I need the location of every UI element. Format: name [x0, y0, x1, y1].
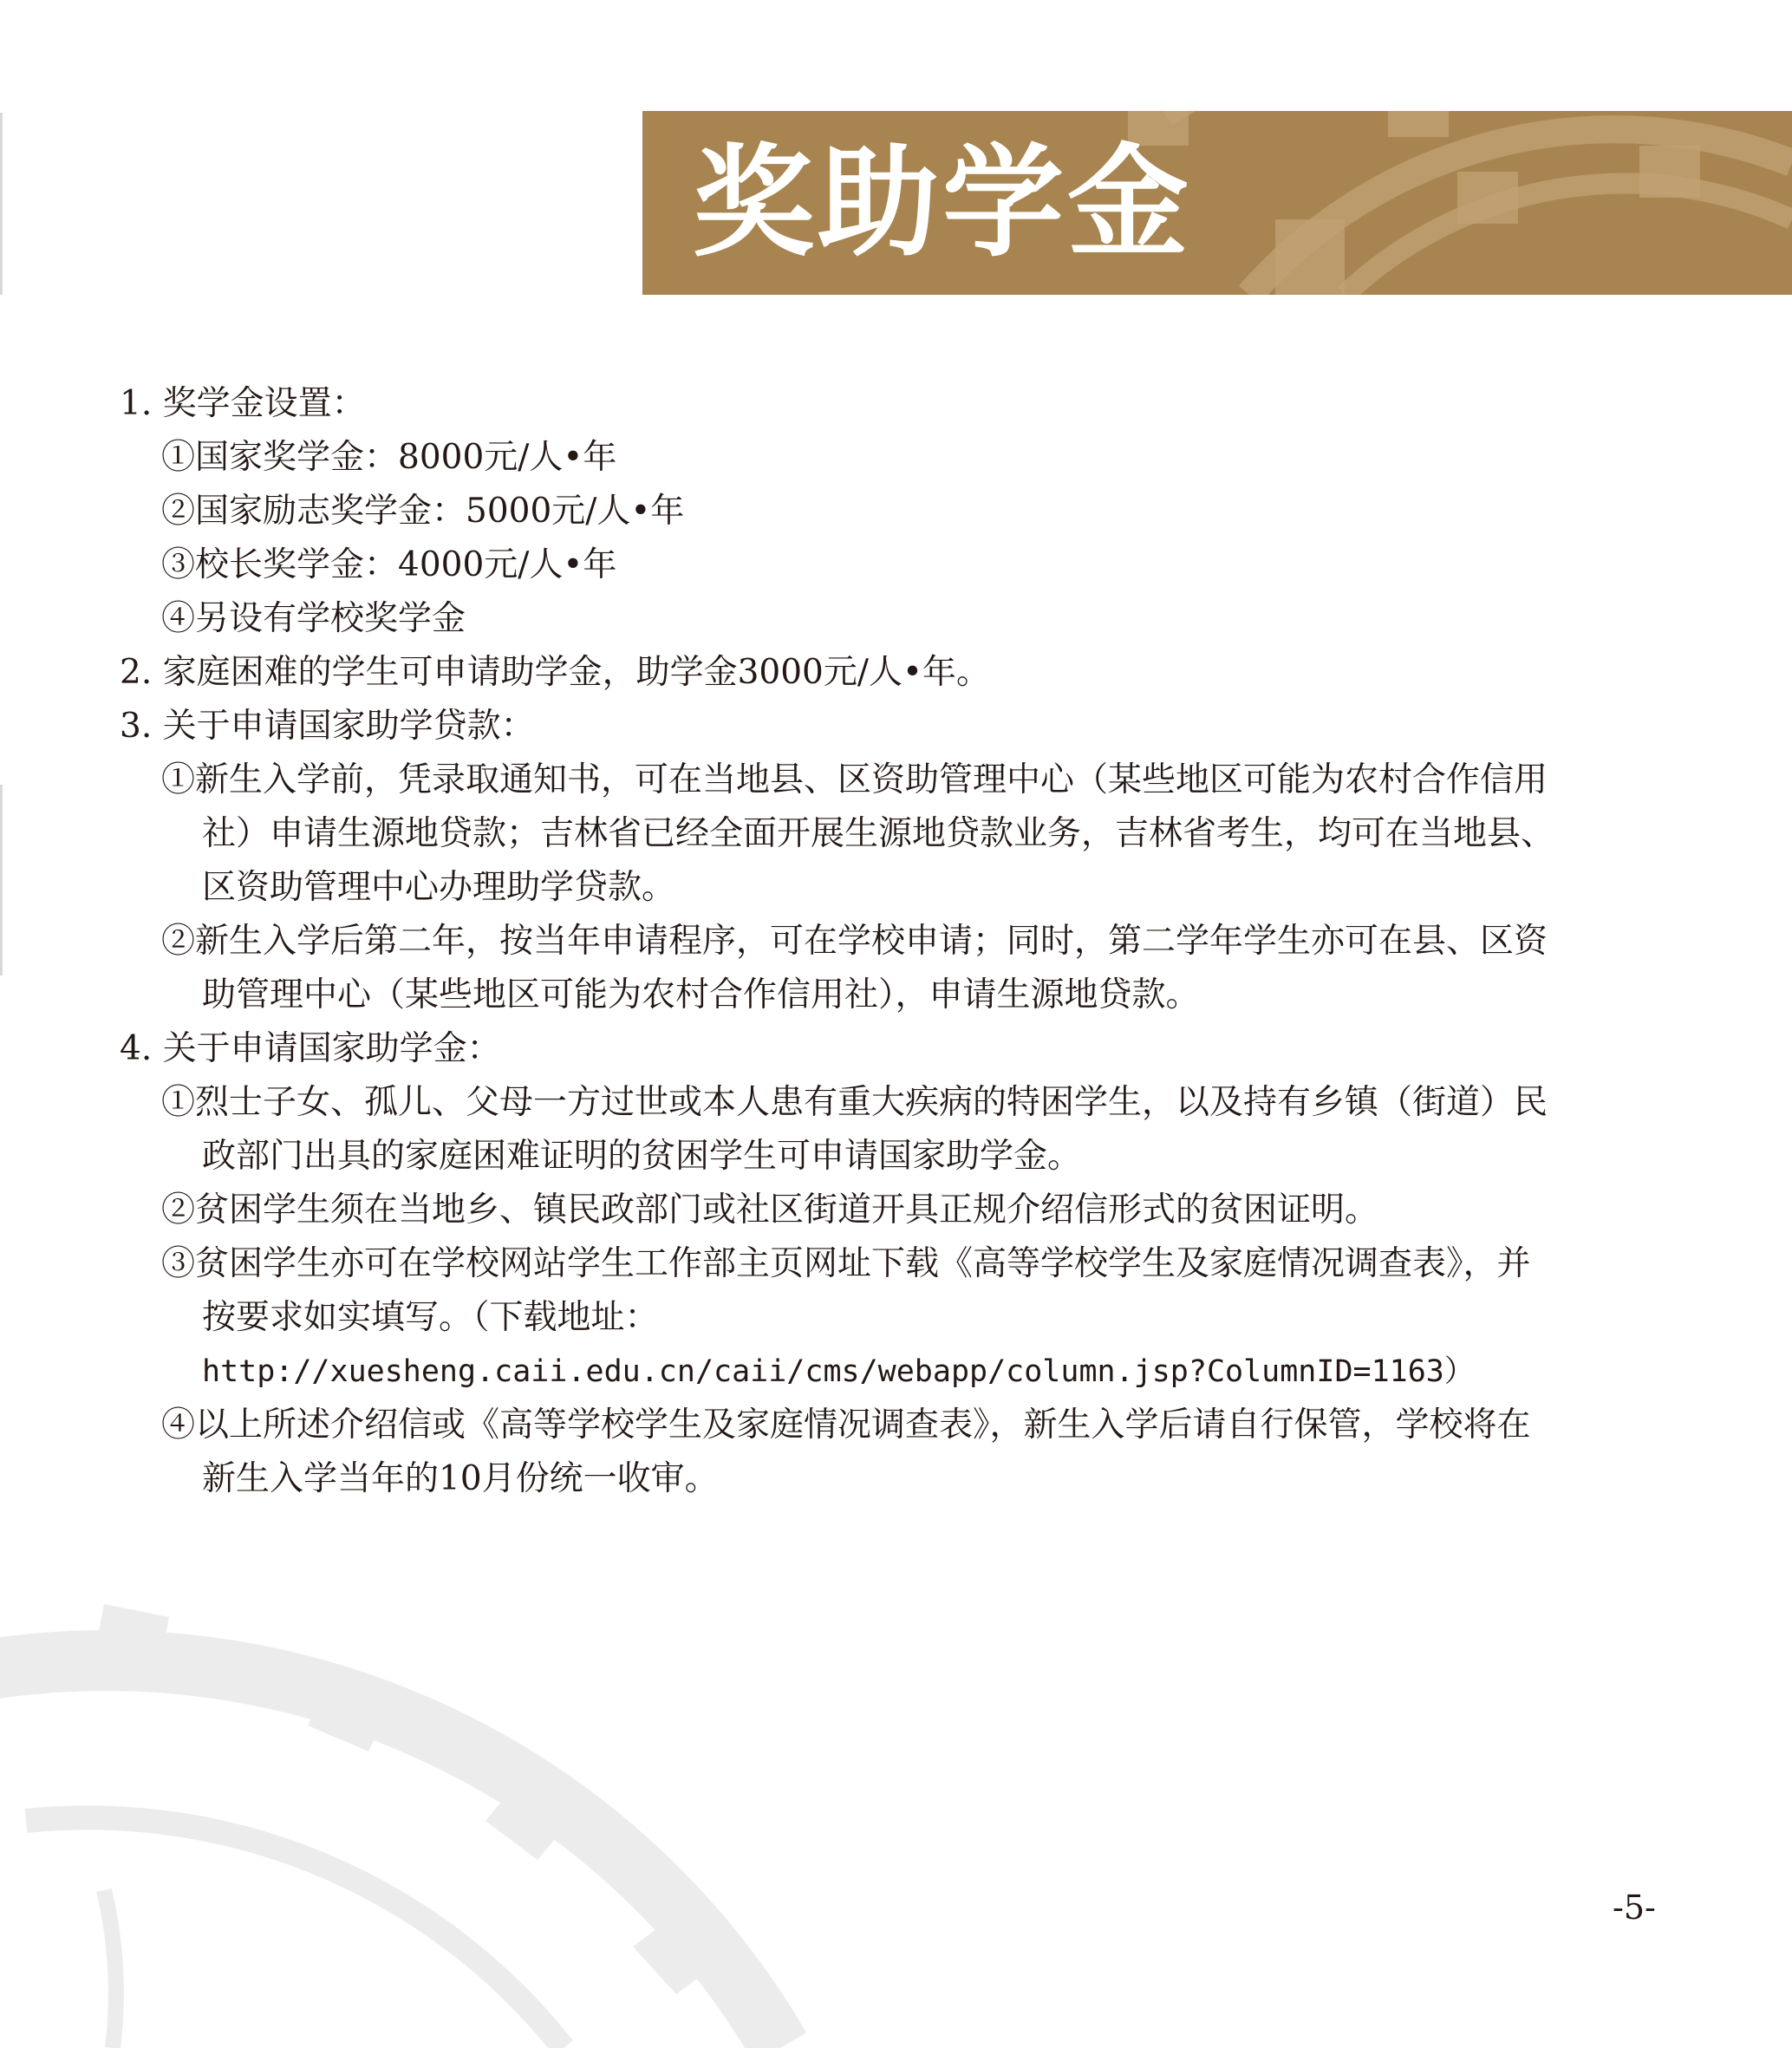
list-item-loan-second-year-cont: 助管理中心（某些地区可能为农村合作信用社），申请生源地贷款。	[202, 975, 1200, 1014]
list-item-grant-eligibility-cont: 政部门出具的家庭困难证明的贫困学生可申请国家助学金。	[202, 1137, 1082, 1176]
page-number: -5-	[1613, 1888, 1656, 1927]
section-heading-scholarships: 1. 奖学金设置：	[120, 384, 366, 423]
list-item-survey-download: ③贫困学生亦可在学校网站学生工作部主页网址下载《高等学校学生及家庭情况调查表》，并	[161, 1244, 1531, 1283]
list-item-school-scholarship: ④另设有学校奖学金	[161, 599, 466, 638]
list-item-survey-download-cont: 按要求如实填写。（下载地址：	[202, 1298, 659, 1337]
list-item-loan-second-year: ②新生入学后第二年，按当年申请程序，可在学校申请；同时，第二学年学生亦可在县、区资	[161, 922, 1548, 961]
page-title: 奖助学金	[693, 132, 1193, 274]
left-edge-rule-middle	[0, 785, 3, 975]
gear-watermark-icon	[0, 1604, 867, 2048]
section-heading-national-grant: 4. 关于申请国家助学金：	[120, 1029, 501, 1068]
download-url-link[interactable]: http://xuesheng.caii.edu.cn/caii/cms/webapp/column.jsp?ColumnID=1163）	[202, 1354, 1475, 1389]
title-banner	[642, 111, 1792, 295]
list-item-document-keeping-cont: 新生入学当年的10月份统一收审。	[202, 1459, 719, 1498]
list-item-president-scholarship: ③校长奖学金：4000元/人•年	[161, 545, 617, 584]
list-item-loan-before-enrollment-cont2: 区资助管理中心办理助学贷款。	[202, 868, 676, 907]
list-item-document-keeping: ④以上所述介绍信或《高等学校学生及家庭情况调查表》，新生入学后请自行保管，学校将在	[161, 1406, 1531, 1445]
section-heading-loans: 3. 关于申请国家助学贷款：	[120, 707, 535, 746]
list-item-loan-before-enrollment: ①新生入学前，凭录取通知书，可在当地县、区资助管理中心（某些地区可能为农村合作信用	[161, 760, 1548, 799]
list-item-poverty-certificate: ②贫困学生须在当地乡、镇民政部门或社区街道开具正规介绍信形式的贫困证明。	[161, 1190, 1379, 1229]
section-heading-grants: 2. 家庭困难的学生可申请助学金，助学金3000元/人•年。	[120, 653, 991, 692]
list-item-grant-eligibility: ①烈士子女、孤儿、父母一方过世或本人患有重大疾病的特困学生，以及持有乡镇（街道）民	[161, 1083, 1548, 1122]
scholarship-content	[120, 377, 1654, 1506]
list-item-national-encouragement: ②国家励志奖学金：5000元/人•年	[161, 492, 685, 531]
list-item-national-scholarship: ①国家奖学金：8000元/人•年	[161, 438, 617, 477]
list-item-loan-before-enrollment-cont: 社）申请生源地贷款；吉林省已经全面开展生源地贷款业务，吉林省考生，均可在当地县、	[202, 814, 1555, 853]
left-edge-rule-top	[0, 113, 3, 295]
